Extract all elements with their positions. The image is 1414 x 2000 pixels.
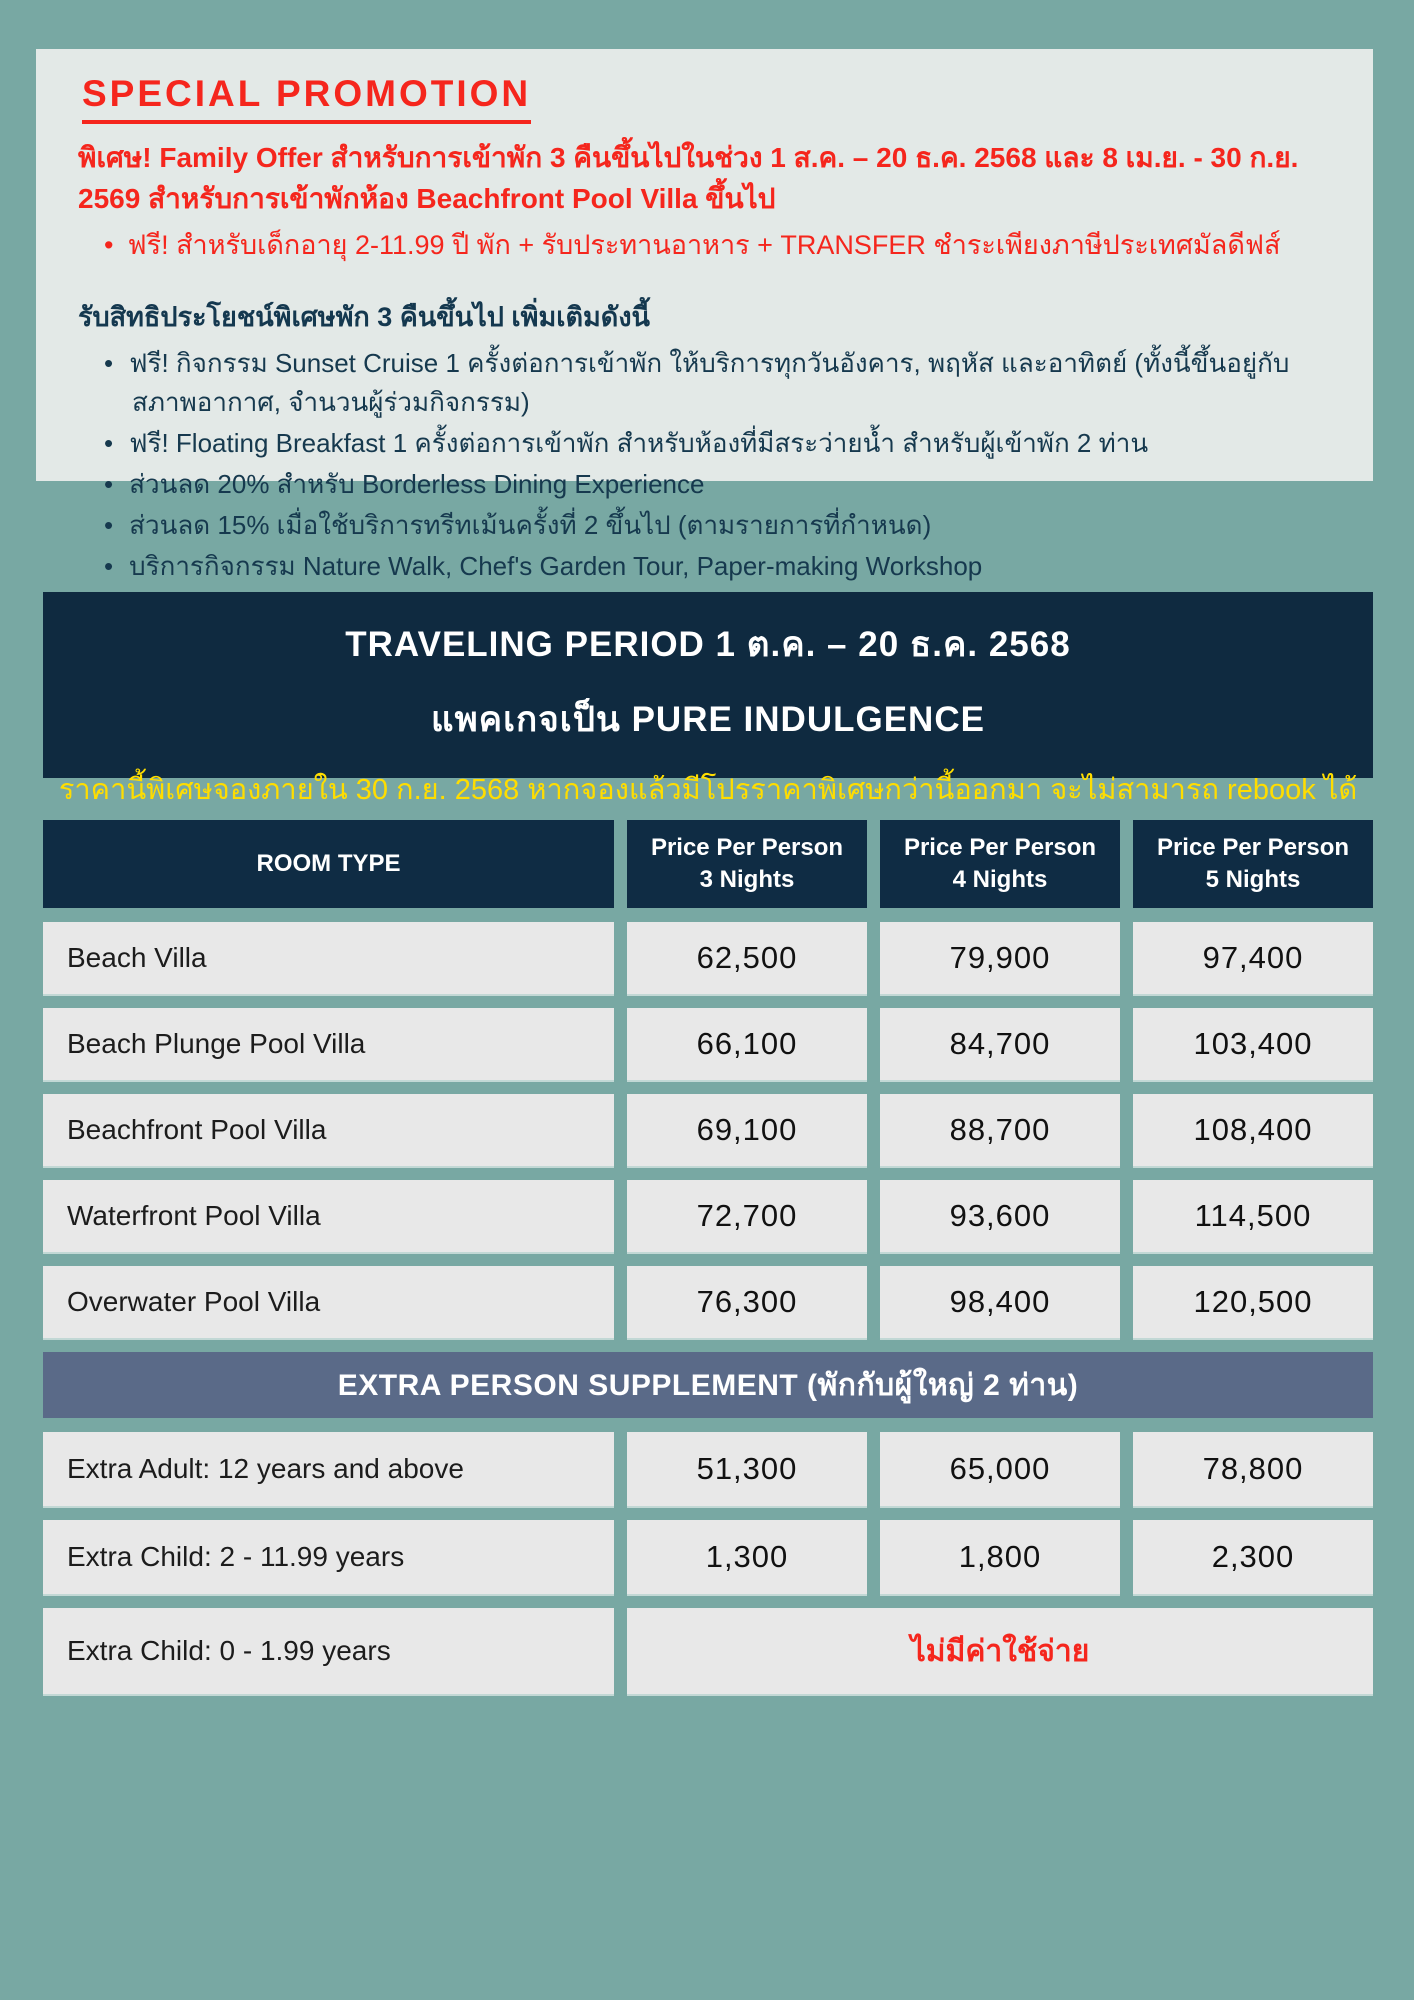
benefit-item: • บริการกิจกรรม Nature Walk, Chef's Garden Tour, Paper-making Workshop — [104, 547, 1331, 586]
column-header-4-nights — [880, 820, 1120, 908]
column-header-3-nights — [627, 820, 867, 908]
room-name-cell: Beach Plunge Pool Villa — [43, 1008, 614, 1080]
price-cell: 108,400 — [1133, 1094, 1373, 1166]
nights-label: 3 Nights — [699, 866, 795, 893]
benefits-list — [78, 344, 1331, 586]
family-offer-headline: พิเศษ! Family Offer สำหรับการเข้าพัก 3 คืนขึ้นไปในช่วง 1 ส.ค. – 20 ธ.ค. 2568 และ 8 เม.ย. - 30 ก.ย. 2569 สำหรับการเข้าพักห้อง Beachfront Pool Villa ขึ้นไป — [78, 142, 1299, 214]
price-cell: 62,500 — [627, 922, 867, 994]
benefit-item: • ส่วนลด 20% สำหรับ Borderless Dining Experience — [104, 465, 1331, 504]
nights-label: 4 Nights — [952, 866, 1048, 893]
price-cell: 1,300 — [627, 1520, 867, 1594]
room-name-cell: Beachfront Pool Villa — [43, 1094, 614, 1166]
benefits-heading: รับสิทธิประโยชน์พิเศษพัก 3 คืนขึ้นไป เพิ่มเติมดังนี้ — [78, 301, 650, 332]
price-cell: 2,300 — [1133, 1520, 1373, 1594]
benefit-item: • ส่วนลด 15% เมื่อใช้บริการทรีทเม้นครั้งที่ 2 ขึ้นไป (ตามรายการที่กำหนด) — [104, 506, 1331, 545]
room-name-cell: Overwater Pool Villa — [43, 1266, 614, 1338]
price-cell: 51,300 — [627, 1432, 867, 1506]
family-offer-bullet-text: ฟรี! สำหรับเด็กอายุ 2-11.99 ปี พัก + รับประทานอาหาร + TRANSFER ชำระเพียงภาษีประเทศมัลดีฟส์ — [127, 230, 1281, 261]
room-name-cell: Waterfront Pool Villa — [43, 1180, 614, 1252]
price-cell: 66,100 — [627, 1008, 867, 1080]
column-header-5-nights — [1133, 820, 1373, 908]
price-cell: 76,300 — [627, 1266, 867, 1338]
price-per-person-label: Price Per Person — [1156, 833, 1350, 861]
booking-deadline-note: ราคานี้พิเศษจองภายใน 30 ก.ย. 2568 หากจองแล้วมีโปรราคาพิเศษกว่านี้ออกมา จะไม่สามารถ rebook ได้ — [58, 774, 1358, 806]
price-cell: 1,800 — [880, 1520, 1120, 1594]
family-offer-bullet — [104, 227, 1331, 265]
price-cell: 120,500 — [1133, 1266, 1373, 1338]
traveling-period-title: TRAVELING PERIOD 1 ต.ค. – 20 ธ.ค. 2568 — [345, 625, 1071, 664]
supplement-label-cell: Extra Adult: 12 years and above — [43, 1432, 614, 1506]
price-cell: 98,400 — [880, 1266, 1120, 1338]
price-cell: 72,700 — [627, 1180, 867, 1252]
package-name: แพคเกจเป็น PURE INDULGENCE — [431, 700, 985, 739]
supplement-label-cell: Extra Child: 0 - 1.99 years — [43, 1608, 614, 1694]
price-cell: 114,500 — [1133, 1180, 1373, 1252]
supplement-label-cell: Extra Child: 2 - 11.99 years — [43, 1520, 614, 1594]
price-per-person-label: Price Per Person — [903, 833, 1097, 861]
extra-person-supplement-header: EXTRA PERSON SUPPLEMENT (พักกับผู้ใหญ่ 2 ท่าน) — [43, 1352, 1373, 1418]
room-name-cell: Beach Villa — [43, 922, 614, 994]
price-cell: 97,400 — [1133, 922, 1373, 994]
price-cell: 103,400 — [1133, 1008, 1373, 1080]
price-cell: 78,800 — [1133, 1432, 1373, 1506]
price-cell: 84,700 — [880, 1008, 1120, 1080]
column-header-room-type: ROOM TYPE — [43, 820, 614, 908]
benefit-item: • ฟรี! กิจกรรม Sunset Cruise 1 ครั้งต่อการเข้าพัก ให้บริการทุกวันอังคาร, พฤหัส และอาทิตย์ (ทั้งนี้ขึ้นอยู่กับสภาพอากาศ, จำนวนผู้ร่วมกิจกรรม) — [104, 344, 1331, 422]
special-promotion-title: SPECIAL PROMOTION — [82, 73, 531, 124]
price-cell: 69,100 — [627, 1094, 867, 1166]
price-cell: 79,900 — [880, 922, 1120, 994]
special-promotion-box — [36, 49, 1373, 581]
benefit-item: • ฟรี! Floating Breakfast 1 ครั้งต่อการเข้าพัก สำหรับห้องที่มีสระว่ายน้ำ สำหรับผู้เข้าพัก 2 ท่าน — [104, 424, 1331, 463]
price-per-person-label: Price Per Person — [650, 833, 844, 861]
no-charge-cell: ไม่มีค่าใช้จ่าย — [627, 1608, 1373, 1694]
price-cell: 65,000 — [880, 1432, 1120, 1506]
price-table — [43, 820, 1373, 1694]
nights-label: 5 Nights — [1205, 866, 1301, 893]
price-cell: 88,700 — [880, 1094, 1120, 1166]
price-cell: 93,600 — [880, 1180, 1120, 1252]
traveling-period-banner — [43, 592, 1373, 806]
